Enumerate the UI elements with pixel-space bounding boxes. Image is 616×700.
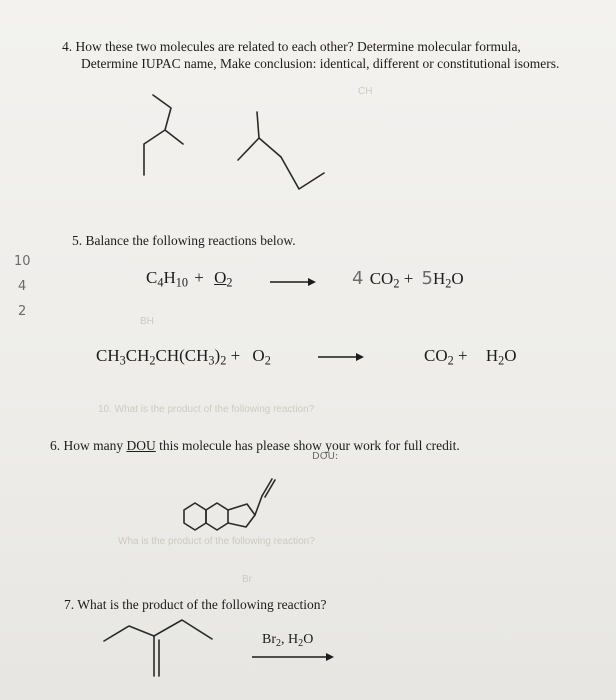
reaction-2-reactant-2: $O_2$ xyxy=(252,346,271,368)
question-7-arrow xyxy=(250,651,340,663)
question-6-text-after: this molecule has please show your work for full credit. xyxy=(155,438,460,453)
question-6-dou: DOU xyxy=(126,438,156,453)
question-4-line-2: Determine IUPAC name, Make conclusion: identical, different or constitutional isomers. xyxy=(81,56,560,71)
margin-note-3: 2 xyxy=(18,304,27,319)
reaction-1-plus-1: + xyxy=(194,268,204,287)
reaction-2-reactant-1: $CH_3CH_2CH(CH_3)_2$ xyxy=(96,346,227,368)
show-through-text-2: Wha is the product of the following reaction? xyxy=(118,536,315,547)
question-4-number: 4. xyxy=(62,39,73,54)
reaction-1-reactant-1: $C_4H_{10}$ xyxy=(146,268,188,290)
reaction-2-product-2: $H_2O$ xyxy=(485,346,517,368)
reaction-1-product-1: $CO_2$ xyxy=(369,269,400,291)
reaction-2-plus-2: + xyxy=(458,346,468,365)
show-through-text-5: CH xyxy=(358,86,373,97)
reaction-1-handwritten-coefficient-1: 4 xyxy=(352,268,364,289)
question-7-reagent: $Br_2$, $H_2O$ xyxy=(262,632,314,650)
show-through-text-3: Br xyxy=(242,574,252,585)
reaction-1-handwritten-coefficient-2: 5 xyxy=(421,268,433,289)
question-6-text-before: 6. How many xyxy=(50,438,127,453)
margin-note-1: 10 xyxy=(14,254,31,269)
reaction-2-product-1: $CO_2$ xyxy=(424,346,454,368)
reaction-1-product-2: $H_2O$ xyxy=(433,269,464,291)
show-through-text-4: BH xyxy=(140,316,154,327)
question-6-handwritten-note: DOU: xyxy=(312,451,339,462)
question-5-text: Balance the following reactions below. xyxy=(85,233,296,248)
show-through-text-1: 10. What is the product of the following reaction? xyxy=(98,404,315,415)
question-4-text-1: How these two molecules are related to each other? Determine molecular formula, xyxy=(75,39,521,54)
reaction-2-plus-1: + xyxy=(230,346,241,365)
alkene-skeletal-structure xyxy=(104,620,212,676)
question-5-number: 5. xyxy=(72,233,83,248)
reaction-1-plus-2: + xyxy=(403,269,414,288)
reaction-1-reactant-2: $O_2$ xyxy=(214,268,233,290)
question-7: 7. What is the product of the following reaction? xyxy=(64,597,327,612)
margin-note-2: 4 xyxy=(18,279,27,294)
